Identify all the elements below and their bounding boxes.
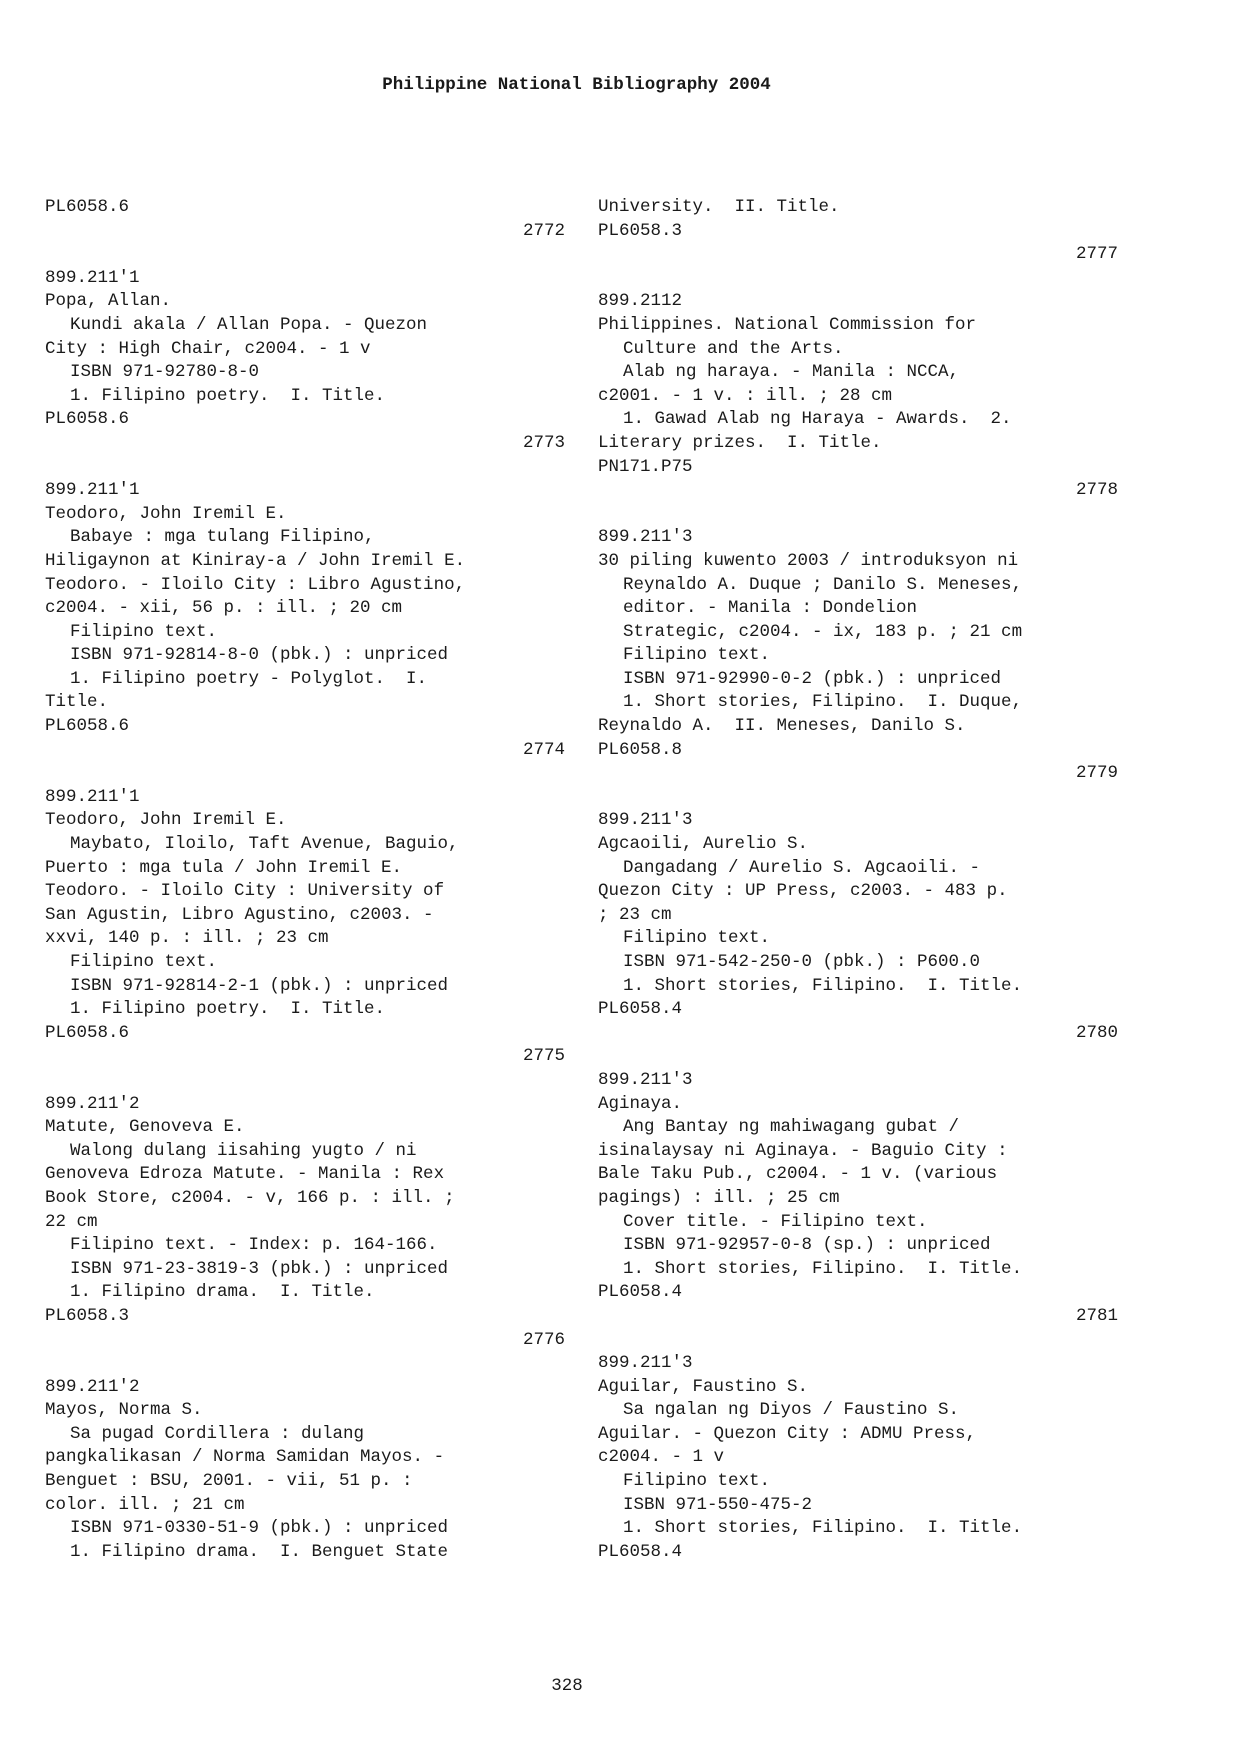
entry-line: Sa ngalan ng Diyos / Faustino S. [623,1400,960,1421]
entry-line: PL6058.6 [45,1022,130,1043]
entry-line: isinalaysay ni Aginaya. - Baguio City : [598,1140,1008,1161]
entry-line: ISBN 971-23-3819-3 (pbk.) : unpriced [70,1258,449,1279]
entry-line: PL6058.8 [598,739,683,760]
entry-line: editor. - Manila : Dondelion [623,598,918,619]
entry-spacer [598,1045,1118,1069]
entry-line: xxvi, 140 p. : ill. ; 23 cm [45,928,329,949]
entry-number: 2776 [522,1329,565,1350]
entry-line: ISBN 971-550-475-2 [623,1494,813,1515]
entry-spacer [45,762,565,786]
entry-line: Aguilar. - Quezon City : ADMU Press, [598,1423,977,1444]
entry-line: Cover title. - Filipino text. [623,1211,928,1232]
entry-line: Reynaldo A. II. Meneses, Danilo S. [598,716,966,737]
entry-line: ISBN 971-92814-2-1 (pbk.) : unpriced [70,975,449,996]
entry-number: 2772 [522,220,565,241]
entry-line: Agcaoili, Aurelio S. [598,834,809,855]
entry-line: ISBN 971-542-250-0 (pbk.) : P600.0 [623,952,981,972]
entry-line: Reynaldo A. Duque ; Danilo S. Meneses, [623,574,1023,595]
entry-line: 1. Short stories, Filipino. I. Title. [623,1518,1023,1539]
entry-line: Philippines. National Commission for [598,314,977,335]
left-column [45,196,565,1564]
entry-line: Alab ng haraya. - Manila : NCCA, [623,362,960,383]
entry-line: PL6058.3 [598,220,683,241]
entry-line: PL6058.3 [45,1305,130,1326]
entry-line: Strategic, c2004. - ix, 183 p. ; 21 cm [623,621,1023,642]
entry-line: Matute, Genoveva E. [45,1117,245,1138]
entry-line: 899.211'1 [45,786,140,807]
entry-line: c2004. - 1 v [598,1447,725,1468]
entry-line: Bale Taku Pub., c2004. - 1 v. (various [598,1164,998,1185]
entry-line: 22 cm [45,1211,98,1232]
entry-number: 2781 [1075,1305,1118,1326]
entry-spacer [598,1329,1118,1353]
entry-line: Teodoro. - Iloilo City : Libro Agustino, [45,574,466,595]
entry-line: 1. Gawad Alab ng Haraya - Awards. 2. [623,409,1012,430]
entry-line: Walong dulang iisahing yugto / ni [70,1140,417,1161]
entry-line: 899.211'3 [598,810,693,831]
entry-line: Hiligaynon at Kiniray-a / John Iremil E. [45,550,466,571]
entry-spacer [598,786,1118,810]
entry-line: Filipino text. [70,621,218,642]
entry-line: Filipino text. [70,952,218,972]
page-title: Philippine National Bibliography 2004 [382,75,771,95]
entry-number: 2779 [1075,763,1118,784]
entry-number: 2777 [1075,244,1118,265]
entry-line: 899.211'1 [45,480,140,501]
entry-line: PN171.P75 [598,456,693,477]
entry-line: 30 piling kuwento 2003 / introduksyon ni [598,550,1019,571]
entry-spacer [45,1352,565,1376]
entry-line: Sa pugad Cordillera : dulang [70,1423,365,1444]
entry-line: Filipino text. [623,645,771,666]
entry-line: 899.211'2 [45,1376,140,1397]
entry-line: 899.211'3 [598,527,693,548]
entry-line: Puerto : mga tula / John Iremil E. [45,857,403,878]
entry-line: 899.211'3 [598,1069,693,1090]
entry-line: pagings) : ill. ; 25 cm [598,1187,840,1208]
entry-line: ISBN 971-92814-8-0 (pbk.) : unpriced [70,645,449,666]
entry-line: PL6058.4 [598,999,683,1020]
page-number: 328 [551,1676,583,1696]
entry-spacer [45,243,565,267]
entry-line: 1. Short stories, Filipino. I. Title. [623,975,1023,996]
entry-line: Ang Bantay ng mahiwagang gubat / [623,1117,960,1138]
entry-line: pangkalikasan / Norma Samidan Mayos. - [45,1447,445,1468]
entry-spacer [45,1069,565,1093]
entry-line: City : High Chair, c2004. - 1 v [45,338,371,359]
entry-line: ISBN 971-92780-8-0 [70,362,260,383]
entry-spacer [45,456,565,480]
entry-line: Filipino text. - Index: p. 164-166. [70,1235,438,1256]
entry-line: PL6058.6 [45,197,130,217]
entry-line: Book Store, c2004. - v, 166 p. : ill. ; [45,1187,455,1208]
entry-line: Aguilar, Faustino S. [598,1376,809,1397]
entry-number: 2773 [522,432,565,453]
entry-line: Kundi akala / Allan Popa. - Quezon [70,314,428,335]
entry-line: 1. Filipino poetry. I. Title. [70,999,386,1020]
entry-number: 2774 [522,739,565,760]
entry-line: Maybato, Iloilo, Taft Avenue, Baguio, [70,834,459,855]
entry-number: 2778 [1075,480,1118,501]
entry-line: color. ill. ; 21 cm [45,1494,245,1515]
entry-line: Teodoro, John Iremil E. [45,810,287,831]
entry-line: 899.2112 [598,291,683,312]
entry-line: 1. Filipino poetry - Polyglot. I. [70,668,428,689]
entry-line: 1. Filipino drama. I. Title. [70,1282,375,1303]
entry-line: 1. Short stories, Filipino. I. Duque, [623,692,1023,713]
entry-line: PL6058.6 [45,716,130,737]
entry-line: Filipino text. [623,1471,771,1492]
entry-line: 899.211'2 [45,1093,140,1114]
entry-line: Culture and the Arts. [623,338,844,359]
entry-line: Teodoro, John Iremil E. [45,503,287,524]
entry-line: Literary prizes. I. Title. [598,432,882,453]
entry-line: c2001. - 1 v. : ill. ; 28 cm [598,385,893,406]
entry-number: 2780 [1075,1022,1118,1043]
entry-line: ISBN 971-92990-0-2 (pbk.) : unpriced [623,668,1002,689]
entry-line: Mayos, Norma S. [45,1400,203,1421]
entry-line: Babaye : mga tulang Filipino, [70,527,375,548]
entry-line: 899.211'1 [45,267,140,288]
entry-line: University. II. Title. [598,197,840,217]
entry-line: Teodoro. - Iloilo City : University of [45,881,445,902]
entry-line: PL6058.4 [598,1282,683,1303]
right-column [598,196,1118,1564]
entry-line: Quezon City : UP Press, c2003. - 483 p. [598,881,1008,902]
entry-line: Title. [45,692,109,713]
entry-line: Aginaya. [598,1093,683,1114]
entry-line: 899.211'3 [598,1353,693,1374]
entry-line: Genoveva Edroza Matute. - Manila : Rex [45,1164,445,1185]
entry-line: 1. Filipino poetry. I. Title. [70,385,386,406]
entry-line: PL6058.6 [45,409,130,430]
entry-spacer [598,503,1118,527]
entry-line: Dangadang / Aurelio S. Agcaoili. - [623,857,981,878]
entry-line: ISBN 971-0330-51-9 (pbk.) : unpriced [70,1518,449,1539]
entry-line: San Agustin, Libro Agustino, c2003. - [45,904,434,925]
entry-spacer [598,267,1118,291]
entry-line: c2004. - xii, 56 p. : ill. ; 20 cm [45,598,403,619]
entry-line: Filipino text. [623,928,771,949]
entry-line: 1. Short stories, Filipino. I. Title. [623,1258,1023,1279]
entry-line: ; 23 cm [598,904,672,925]
entry-line: Benguet : BSU, 2001. - vii, 51 p. : [45,1471,413,1492]
entry-line: PL6058.4 [598,1541,683,1562]
entry-line: 1. Filipino drama. I. Benguet State [70,1541,449,1562]
entry-number: 2775 [522,1046,565,1067]
entry-line: ISBN 971-92957-0-8 (sp.) : unpriced [623,1235,991,1256]
entry-line: Popa, Allan. [45,291,172,312]
